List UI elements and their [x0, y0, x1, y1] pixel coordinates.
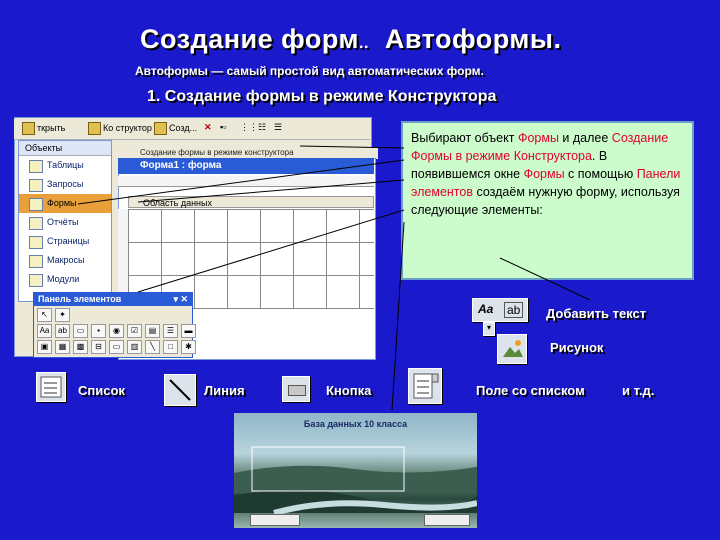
view-icon-3[interactable]: ☷ — [258, 122, 267, 132]
detail-section-bar: Область данных — [128, 196, 374, 208]
button-icon — [282, 376, 310, 402]
subform-tool-icon[interactable]: ▥ — [127, 340, 142, 354]
bound-object-tool-icon[interactable]: ▩ — [73, 340, 88, 354]
textbox-tool-icon[interactable]: ab — [55, 324, 70, 338]
object-item-modules[interactable]: Модули — [19, 270, 111, 289]
more-tools-icon[interactable]: ✱ — [181, 340, 196, 354]
preview-button-1[interactable] — [250, 514, 300, 526]
object-item-forms[interactable]: Формы — [19, 194, 111, 213]
object-item-tables[interactable]: Таблицы — [19, 156, 111, 175]
button-tool-icon[interactable]: ▬ — [181, 324, 196, 338]
title-second: Автоформы. — [384, 24, 562, 54]
label-textbox-icon: Aa ab — [472, 298, 528, 322]
picture-label: Рисунок — [550, 340, 604, 355]
create-in-designer-item[interactable]: Создание формы в режиме конструктора — [118, 147, 378, 159]
dropdown-icon: ▾ — [483, 322, 495, 336]
view-icon-2[interactable]: ⋮⋮ — [240, 122, 258, 132]
etc-label: и т.д. — [622, 383, 655, 398]
object-item-reports[interactable]: Отчёты — [19, 213, 111, 232]
title-main: Создание форм — [140, 24, 360, 54]
line-icon — [164, 374, 196, 406]
object-item-macros[interactable]: Макросы — [19, 251, 111, 270]
view-icon-4[interactable]: ☰ — [274, 122, 283, 132]
checkbox-tool-icon[interactable]: ☑ — [127, 324, 142, 338]
pagebreak-tool-icon[interactable]: ⊟ — [91, 340, 106, 354]
rectangle-tool-icon[interactable]: □ — [163, 340, 178, 354]
select-tool-icon[interactable]: ↖ — [37, 308, 52, 322]
slide-subtitle: Автоформы — самый простой вид автоматических форм. — [135, 64, 484, 78]
tab-tool-icon[interactable]: ▭ — [109, 340, 124, 354]
section-heading: 1. Создание формы в режиме Конструктора — [147, 88, 497, 105]
combobox-tool-icon[interactable]: ▤ — [145, 324, 160, 338]
title-dots: .. — [359, 35, 369, 52]
list-label: Список — [78, 383, 125, 398]
group-tool-icon[interactable]: ▭ — [73, 324, 88, 338]
close-icon[interactable]: ▾ ✕ — [173, 294, 188, 304]
image-tool-icon[interactable]: ▣ — [37, 340, 52, 354]
listbox-icon — [36, 372, 66, 402]
add-text-label: Добавить текст — [546, 306, 647, 321]
line-tool-icon[interactable]: ╲ — [145, 340, 160, 354]
wizard-tool-icon[interactable]: ✦ — [55, 308, 70, 322]
form-preview-image — [234, 413, 477, 528]
object-tool-icon[interactable]: ▦ — [55, 340, 70, 354]
object-item-pages[interactable]: Страницы — [19, 232, 111, 251]
form-designer-title: Форма1 : форма — [118, 158, 374, 174]
button-label: Кнопка — [326, 383, 372, 398]
combobox-label: Поле со списком — [476, 383, 585, 398]
combobox-icon — [408, 368, 442, 404]
designer-button[interactable]: Ко структор — [88, 122, 152, 135]
explanation-callout: Выбирают объект Формы и далее Создание Формы в режиме Конструктора. В появившемся окне Формы с помощью Панели элементов создаём нужную форму, используя следующие элементы: — [401, 121, 694, 280]
preview-caption: База данных 10 класса — [303, 419, 408, 429]
objects-header: Объекты — [19, 141, 111, 156]
toolbox-title: Панель элементов ▾ ✕ — [34, 293, 192, 306]
object-item-queries[interactable]: Запросы — [19, 175, 111, 194]
label-tool-icon[interactable]: Aa — [37, 324, 52, 338]
view-icon-1[interactable]: ▪▫ — [220, 122, 227, 132]
landscape-picture — [234, 413, 477, 528]
radio-tool-icon[interactable]: ◉ — [109, 324, 124, 338]
toggle-tool-icon[interactable]: ▪ — [91, 324, 106, 338]
listbox-tool-icon[interactable]: ☰ — [163, 324, 178, 338]
picture-icon — [497, 334, 527, 364]
line-label: Линия — [204, 383, 245, 398]
open-button[interactable]: ткрыть — [22, 122, 65, 135]
delete-icon[interactable]: ✕ — [204, 122, 212, 132]
create-button[interactable]: Созд... — [154, 122, 197, 135]
preview-button-2[interactable] — [424, 514, 470, 526]
